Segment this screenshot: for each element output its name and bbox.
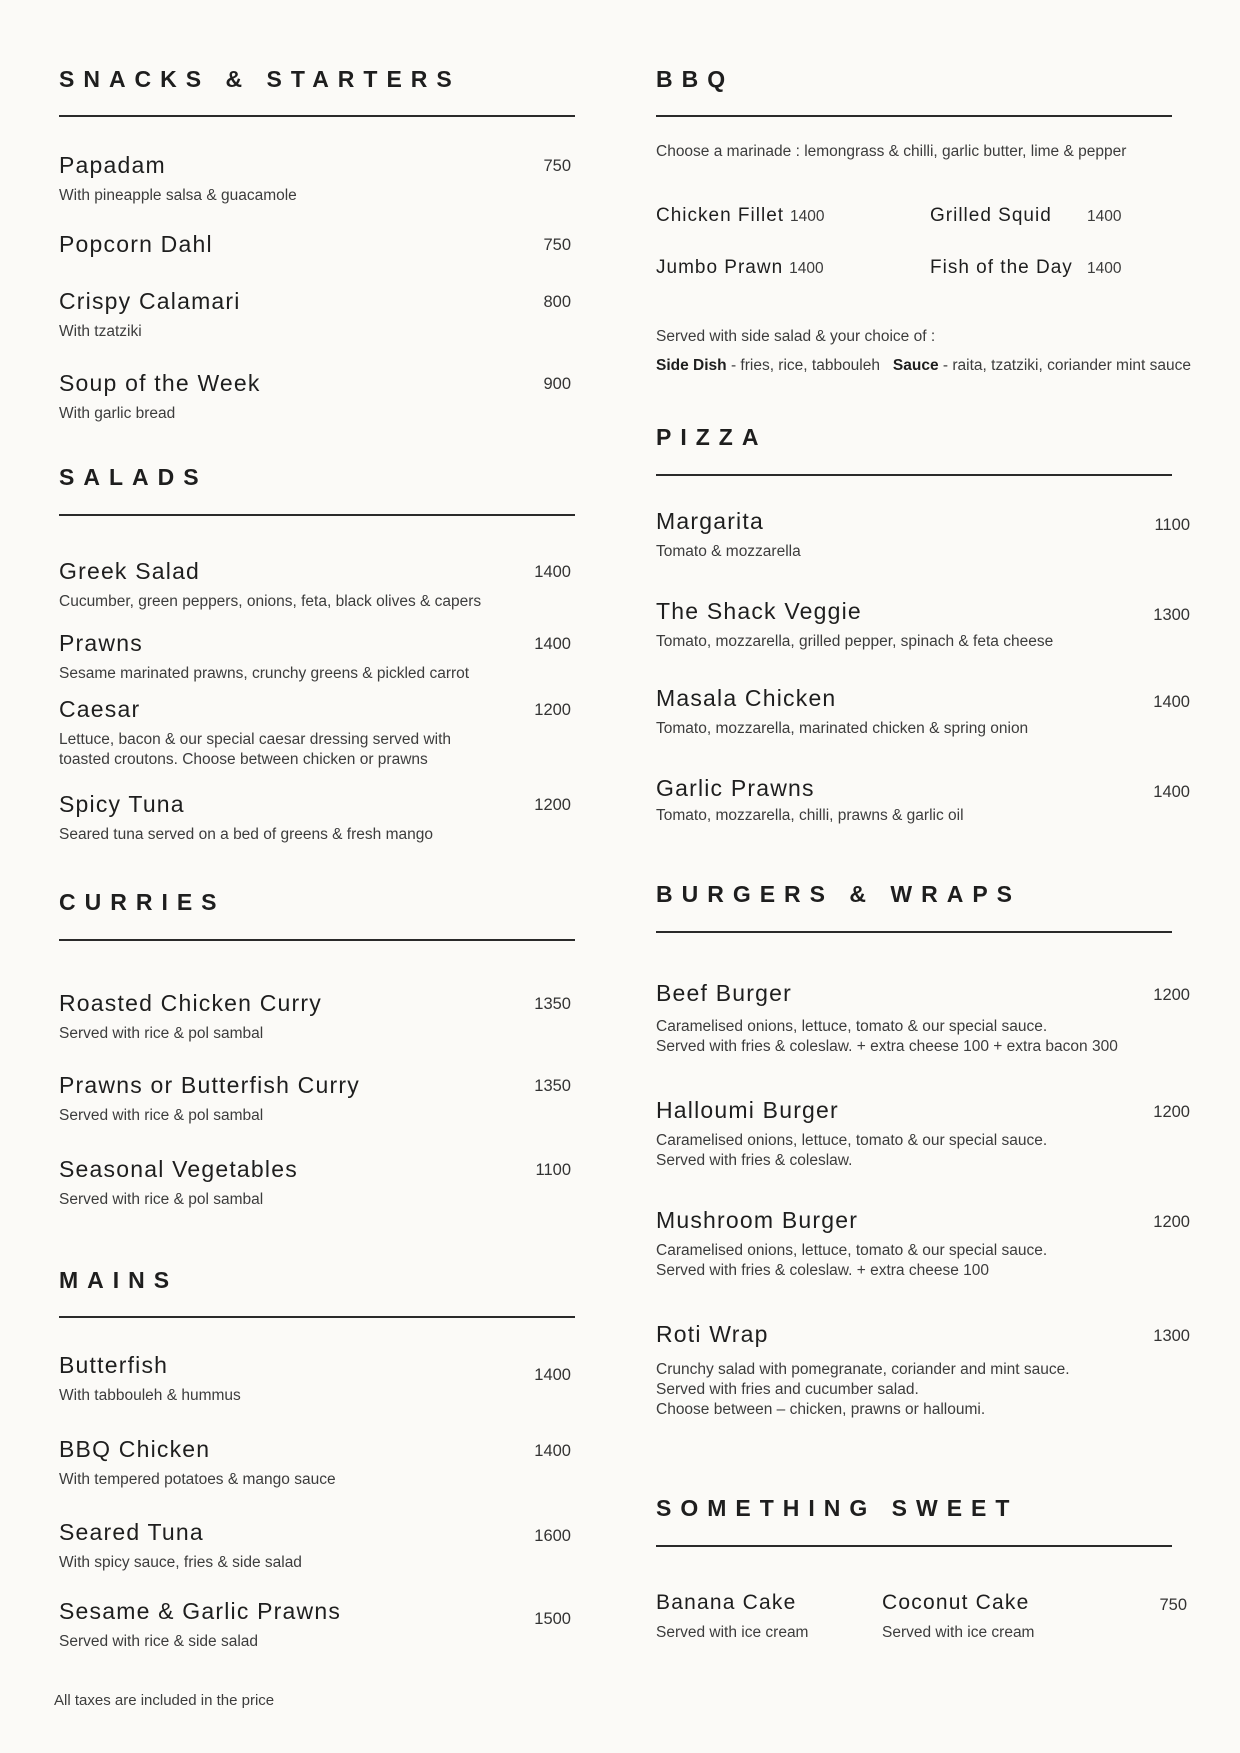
menu-item: [656, 1097, 1190, 1171]
item-price: 750: [543, 157, 571, 175]
section-title-curries: CURRIES: [59, 889, 226, 915]
item-description: Served with rice & pol sambal: [59, 1107, 264, 1124]
item-description: Tomato, mozzarella, marinated chicken & spring onion: [656, 720, 1029, 737]
item-name: Garlic Prawns: [656, 775, 815, 801]
item-description: Crunchy salad with pomegranate, coriander and mint sauce. Served with fries and cucumber salad. Choose between – chicken, prawns or halloumi.: [656, 1361, 1070, 1418]
item-price: 1400: [534, 563, 571, 581]
item-description: With garlic bread: [59, 405, 176, 422]
item-price: 1400: [534, 635, 571, 653]
marinade-note: Choose a marinade : lemongrass & chilli, garlic butter, lime & pepper: [656, 143, 1127, 160]
section-title-mains: MAINS: [59, 1267, 179, 1293]
menu-item: [59, 1158, 575, 1210]
item-price: 1400: [790, 208, 825, 225]
item-description: With tempered potatoes & mango sauce: [59, 1471, 336, 1488]
item-price: 900: [543, 375, 571, 393]
item-name: BBQ Chicken: [59, 1436, 211, 1462]
item-price: 1300: [1153, 606, 1190, 624]
menu-item: [59, 233, 575, 256]
item-description: Served with rice & pol sambal: [59, 1191, 264, 1208]
item-name: Greek Salad: [59, 558, 201, 584]
item-description: Seared tuna served on a bed of greens & fresh mango: [59, 826, 433, 843]
section-title-snacks: SNACKS & STARTERS: [59, 66, 461, 92]
item-price: 1300: [1153, 1327, 1190, 1345]
item-description: Served with rice & pol sambal: [59, 1025, 264, 1042]
section-title-bbq: BBQ: [656, 66, 735, 92]
item-price: 1200: [1153, 1213, 1190, 1231]
item-name: Beef Burger: [656, 980, 792, 1006]
item-name: Popcorn Dahl: [59, 231, 213, 257]
tax-note: All taxes are included in the price: [54, 1692, 275, 1709]
item-name: Grilled Squid: [930, 205, 1052, 226]
item-description: Tomato, mozzarella, grilled pepper, spinach & feta cheese: [656, 633, 1054, 650]
item-price: 1400: [1153, 693, 1190, 711]
item-name: Banana Cake: [656, 1591, 797, 1614]
menu-item: [656, 980, 1190, 1057]
menu-item: [59, 1354, 575, 1406]
dessert-price: 750: [1159, 1596, 1187, 1614]
item-price: 1400: [534, 1366, 571, 1384]
menu-item: [656, 1321, 1190, 1420]
item-description: Sesame marinated prawns, crunchy greens & pickled carrot: [59, 665, 470, 682]
section-title-pizza: PIZZA: [656, 424, 768, 450]
item-name: Seasonal Vegetables: [59, 1156, 298, 1182]
item-price: 1200: [1153, 1103, 1190, 1121]
section-title-sweet: SOMETHING SWEET: [656, 1495, 1019, 1521]
side-dish-options: - fries, rice, tabbouleh: [726, 357, 880, 374]
side-dish-label: Side Dish: [656, 357, 727, 374]
item-price: 1200: [534, 701, 571, 719]
menu-item: [59, 1438, 575, 1490]
menu-item: [656, 775, 1190, 826]
item-name: Margarita: [656, 508, 764, 534]
item-description: Caramelised onions, lettuce, tomato & our special sauce. Served with fries & coleslaw. + extra cheese 100 + extra bacon 300: [656, 1018, 1118, 1055]
menu-item: [656, 1207, 1190, 1281]
item-name: Roasted Chicken Curry: [59, 990, 322, 1016]
bbq-item: [930, 257, 1073, 279]
item-name: Chicken Fillet: [656, 205, 785, 226]
item-description: Lettuce, bacon & our special caesar dressing served with toasted croutons. Choose between chicken or prawns: [59, 731, 452, 768]
section-divider: [656, 931, 1172, 933]
bbq-item: [656, 257, 824, 279]
item-price: 1500: [534, 1610, 571, 1628]
dessert-item: [656, 1592, 808, 1643]
item-price: 1200: [1153, 986, 1190, 1004]
item-description: With spicy sauce, fries & side salad: [59, 1554, 302, 1571]
item-description: With tabbouleh & hummus: [59, 1387, 241, 1404]
item-name: Coconut Cake: [882, 1591, 1030, 1614]
item-price: 1600: [534, 1527, 571, 1545]
item-price: 1200: [534, 796, 571, 814]
item-description: Tomato & mozzarella: [656, 543, 801, 560]
item-description: Cucumber, green peppers, onions, feta, black olives & capers: [59, 593, 482, 610]
item-description: Caramelised onions, lettuce, tomato & our special sauce. Served with fries & coleslaw. + extra cheese 100: [656, 1242, 1048, 1279]
menu-item: [656, 598, 1190, 652]
item-name: Prawns: [59, 630, 143, 656]
item-name: Soup of the Week: [59, 370, 261, 396]
section-divider: [59, 939, 575, 941]
menu-item: [59, 632, 575, 684]
item-price: 1100: [535, 1161, 571, 1179]
item-name: Prawns or Butterfish Curry: [59, 1072, 360, 1098]
section-title-salads: SALADS: [59, 464, 208, 490]
item-name: Halloumi Burger: [656, 1097, 839, 1123]
menu-item: [656, 685, 1190, 739]
section-divider: [656, 115, 1172, 117]
item-price: 750: [543, 236, 571, 254]
item-name: Jumbo Prawn: [656, 257, 784, 278]
item-description: With pineapple salsa & guacamole: [59, 187, 297, 204]
item-name: Masala Chicken: [656, 685, 837, 711]
menu-item: [59, 992, 575, 1044]
item-price: 1400: [1087, 260, 1122, 277]
section-title-burgers: BURGERS & WRAPS: [656, 881, 1022, 907]
item-description: Tomato, mozzarella, chilli, prawns & garlic oil: [656, 807, 964, 824]
item-name: Roti Wrap: [656, 1321, 769, 1347]
menu-item: [59, 1074, 575, 1126]
item-name: Crispy Calamari: [59, 288, 241, 314]
item-price: 800: [543, 293, 571, 311]
item-description: Served with ice cream: [656, 1624, 809, 1641]
menu-item: [59, 1600, 575, 1652]
menu-item: [59, 698, 575, 770]
section-divider: [59, 115, 575, 117]
menu-item: [656, 508, 1190, 562]
item-description: Served with ice cream: [882, 1624, 1035, 1641]
item-name: Papadam: [59, 152, 166, 178]
item-name: The Shack Veggie: [656, 598, 862, 624]
menu-item: [59, 1521, 575, 1573]
item-description: Served with rice & side salad: [59, 1633, 259, 1650]
section-divider: [59, 514, 575, 516]
menu-item: [59, 560, 575, 612]
section-divider: [656, 474, 1172, 476]
sauce-options: - raita, tzatziki, coriander mint sauce: [938, 357, 1191, 374]
bbq-item: [930, 205, 1052, 227]
sauce-label: Sauce: [892, 357, 939, 374]
dessert-item: [882, 1592, 1034, 1643]
menu-item: [59, 154, 575, 206]
item-name: Butterfish: [59, 1352, 169, 1378]
item-price: 1400: [789, 260, 824, 277]
item-name: Caesar: [59, 696, 141, 722]
item-name: Sesame & Garlic Prawns: [59, 1598, 342, 1624]
bbq-choices: [656, 357, 1191, 375]
menu-item: [59, 290, 575, 342]
bbq-served-note: Served with side salad & your choice of :: [656, 328, 936, 345]
item-name: Fish of the Day: [930, 257, 1073, 278]
item-price: 1350: [534, 1077, 571, 1095]
item-name: Spicy Tuna: [59, 791, 185, 817]
item-name: Mushroom Burger: [656, 1207, 859, 1233]
item-description: With tzatziki: [59, 323, 142, 340]
item-price: 1350: [534, 995, 571, 1013]
menu-item: [59, 793, 575, 845]
item-name: Seared Tuna: [59, 1519, 204, 1545]
item-price: 1100: [1154, 516, 1190, 534]
item-description: Caramelised onions, lettuce, tomato & our special sauce. Served with fries & coleslaw.: [656, 1132, 1048, 1169]
item-price: 1400: [1087, 208, 1122, 225]
section-divider: [656, 1545, 1172, 1547]
bbq-item: [656, 205, 825, 227]
menu-item: [59, 372, 575, 424]
section-divider: [59, 1316, 575, 1318]
item-price: 1400: [1153, 783, 1190, 801]
item-price: 1400: [534, 1442, 571, 1460]
